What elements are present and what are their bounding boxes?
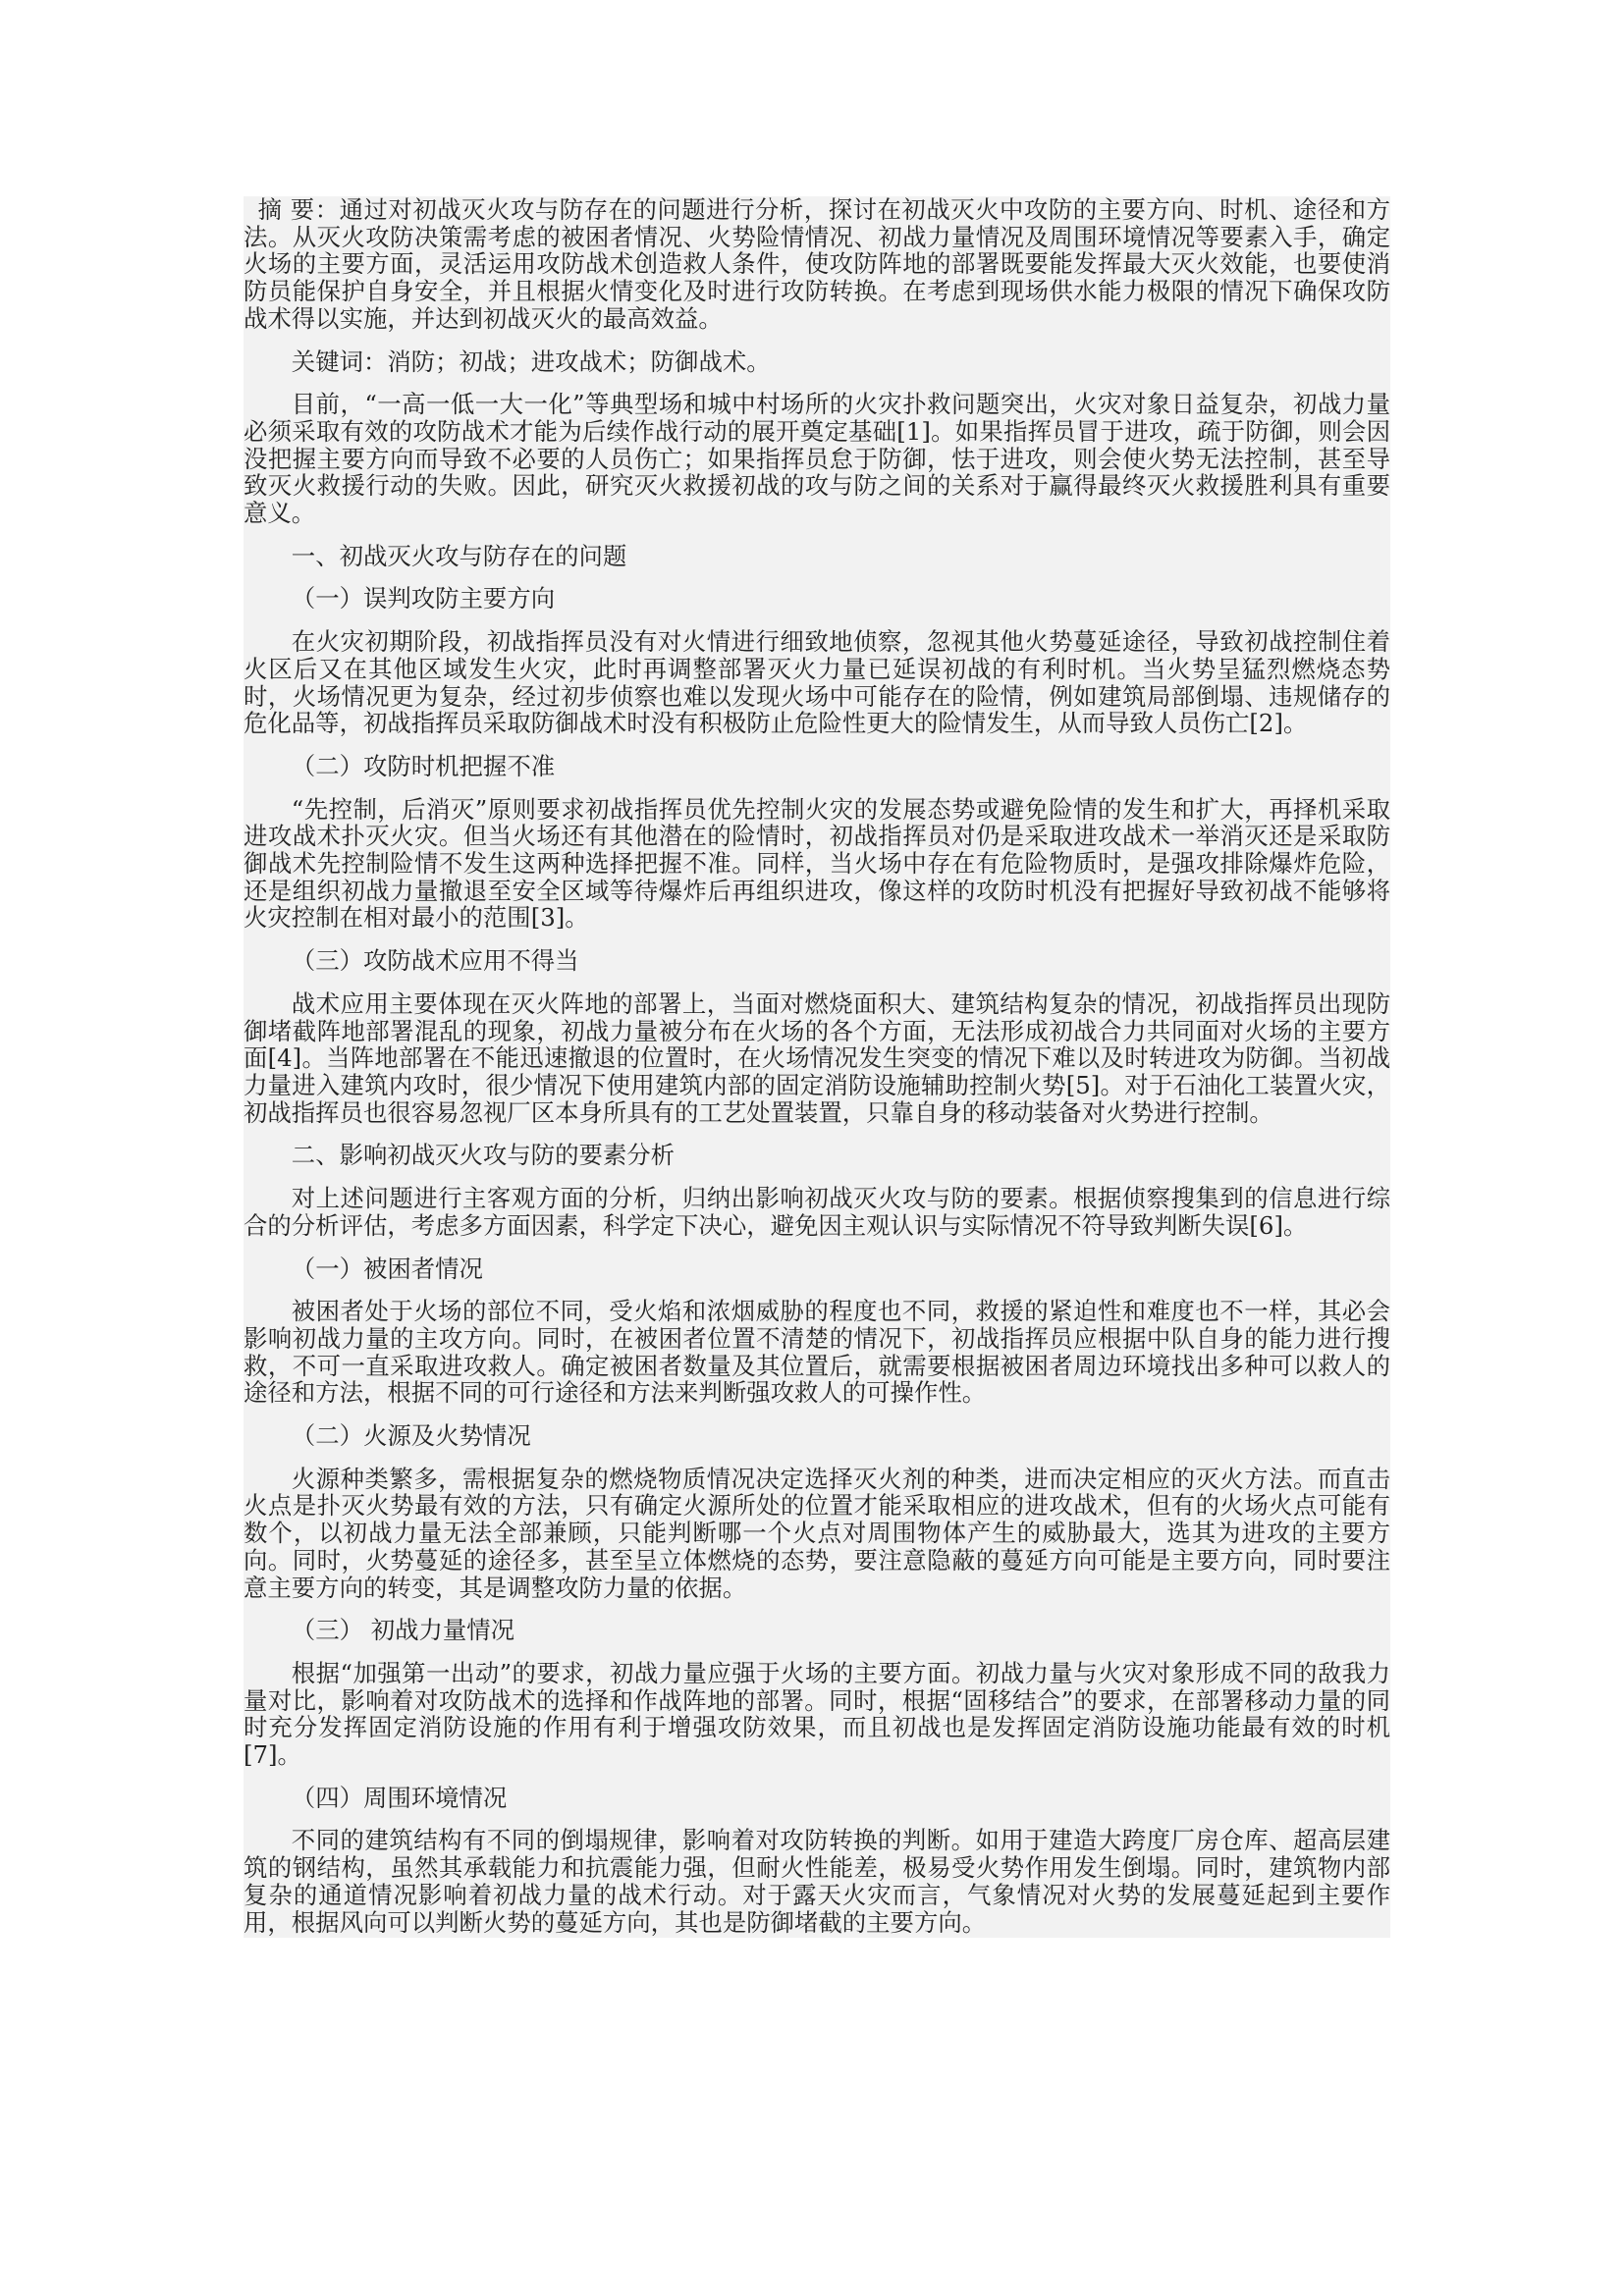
body-paragraph: 对上述问题进行主客观方面的分析，归纳出影响初战灭火攻与防的要素。根据侦察搜集到的信息进行综合的分析评估，考虑多方面因素，科学定下决心，避免因主观认识与实际情况不符导致判断失误[6]。 xyxy=(244,1184,1390,1240)
body-paragraph: 被困者处于火场的部位不同，受火焰和浓烟威胁的程度也不同，救援的紧迫性和难度也不一样，其必会影响初战力量的主攻方向。同时，在被困者位置不清楚的情况下，初战指挥员应根据中队自身的能力进行搜救，不可一直采取进攻救人。确定被困者数量及其位置后，就需要根据被困者周边环境找出多种可以救人的途径和方法，根据不同的可行途径和方法来判断强攻救人的可操作性。 xyxy=(244,1297,1390,1408)
article-body xyxy=(244,196,1390,1938)
section-heading: （一）误判攻防主要方向 xyxy=(291,584,556,614)
section-heading: 二、影响初战灭火攻与防的要素分析 xyxy=(291,1141,676,1170)
abstract-paragraph: 摘 要：通过对初战灭火攻与防存在的问题进行分析，探讨在初战灭火中攻防的主要方向、时机、途径和方法。从灭火攻防决策需考虑的被困者情况、火势险情情况、初战力量情况及周围环境情况等要素入手，确定火场的主要方面，灵活运用攻防战术创造救人条件，使攻防阵地的部署既要能发挥最大灭火效能，也要使消防员能保护自身安全，并且根据火情变化及时进行攻防转换。在考虑到现场供水能力极限的情况下确保攻防战术得以实施，并达到初战灭火的最高效益。 xyxy=(244,195,1390,333)
section-heading: 一、初战灭火攻与防存在的问题 xyxy=(291,541,627,570)
section-heading: （四）周围环境情况 xyxy=(291,1783,508,1812)
section-heading: （二）火源及火势情况 xyxy=(291,1421,531,1451)
section-heading: （一）被困者情况 xyxy=(291,1254,483,1283)
body-paragraph: 在火灾初期阶段，初战指挥员没有对火情进行细致地侦察，忽视其他火势蔓延途径，导致初战控制住着火区后又在其他区域发生火灾，此时再调整部署灭火力量已延误初战的有利时机。当火势呈猛烈燃烧态势时，火场情况更为复杂，经过初步侦察也难以发现火场中可能存在的险情，例如建筑局部倒塌、违规储存的危化品等，初战指挥员采取防御战术时没有积极防止危险性更大的险情发生，从而导致人员伤亡[2]。 xyxy=(244,627,1390,738)
body-paragraph: 战术应用主要体现在灭火阵地的部署上，当面对燃烧面积大、建筑结构复杂的情况，初战指挥员出现防御堵截阵地部署混乱的现象，初战力量被分布在火场的各个方面，无法形成初战合力共同面对火场的主要方面[4]。当阵地部署在不能迅速撤退的位置时，在火场情况发生突变的情况下难以及时转进攻为防御。当初战力量进入建筑内攻时，很少情况下使用建筑内部的固定消防设施辅助控制火势[5]。对于石油化工装置火灾，初战指挥员也很容易忽视厂区本身所具有的工艺处置装置，只靠自身的移动装备对火势进行控制。 xyxy=(244,988,1390,1127)
body-paragraph: 不同的建筑结构有不同的倒塌规律，影响着对攻防转换的判断。如用于建造大跨度厂房仓库、超高层建筑的钢结构，虽然其承载能力和抗震能力强，但耐火性能差，极易受火势作用发生倒塌。同时，建筑物内部复杂的通道情况影响着初战力量的战术行动。对于露天火灾而言，气象情况对火势的发展蔓延起到主要作用，根据风向可以判断火势的蔓延方向，其也是防御堵截的主要方向。 xyxy=(244,1826,1390,1937)
body-paragraph: 根据“加强第一出动”的要求，初战力量应强于火场的主要方面。初战力量与火灾对象形成不同的敌我力量对比，影响着对攻防战术的选择和作战阵地的部署。同时，根据“固移结合”的要求，在部署移动力量的同时充分发挥固定消防设施的作用有利于增强攻防效果，而且初战也是发挥固定消防设施功能最有效的时机[7]。 xyxy=(244,1658,1390,1770)
body-paragraph: 关键词：消防；初战；进攻战术；防御战术。 xyxy=(291,347,771,376)
section-heading: （二）攻防时机把握不准 xyxy=(291,751,556,780)
section-heading: （三）攻防战术应用不得当 xyxy=(291,946,579,976)
body-paragraph: “先控制，后消灭”原则要求初战指挥员优先控制火灾的发展态势或避免险情的发生和扩大，再择机采取进攻战术扑灭火灾。但当火场还有其他潜在的险情时，初战指挥员对仍是采取进攻战术一举消灭还是采取防御战术先控制险情不发生这两种选择把握不准。同样，当火场中存在有危险物质时，是强攻排除爆炸危险，还是组织初战力量撤退至安全区域等待爆炸后再组织进攻，像这样的攻防时机没有把握好导致初战不能够将火灾控制在相对最小的范围[3]。 xyxy=(244,794,1390,933)
section-heading: （三） 初战力量情况 xyxy=(291,1616,515,1645)
body-paragraph: 火源种类繁多，需根据复杂的燃烧物质情况决定选择灭火剂的种类，进而决定相应的灭火方法。而直击火点是扑灭火势最有效的方法，只有确定火源所处的位置才能采取相应的进攻战术，但有的火场火点可能有数个，以初战力量无法全部兼顾，只能判断哪一个火点对周围物体产生的威胁最大，选其为进攻的主要方向。同时，火势蔓延的途径多，甚至呈立体燃烧的态势，要注意隐蔽的蔓延方向可能是主要方向，同时要注意主要方向的转变，其是调整攻防力量的依据。 xyxy=(244,1464,1390,1602)
body-paragraph: 目前，“一高一低一大一化”等典型场和城中村场所的火灾扑救问题突出，火灾对象日益复杂，初战力量必须采取有效的攻防战术才能为后续作战行动的展开奠定基础[1]。如果指挥员冒于进攻，疏于防御，则会因没把握主要方向而导致不必要的人员伤亡；如果指挥员怠于防御，怯于进攻，则会使火势无法控制，甚至导致灭火救援行动的失败。因此，研究灭火救援初战的攻与防之间的关系对于赢得最终灭火救援胜利具有重要意义。 xyxy=(244,390,1390,528)
